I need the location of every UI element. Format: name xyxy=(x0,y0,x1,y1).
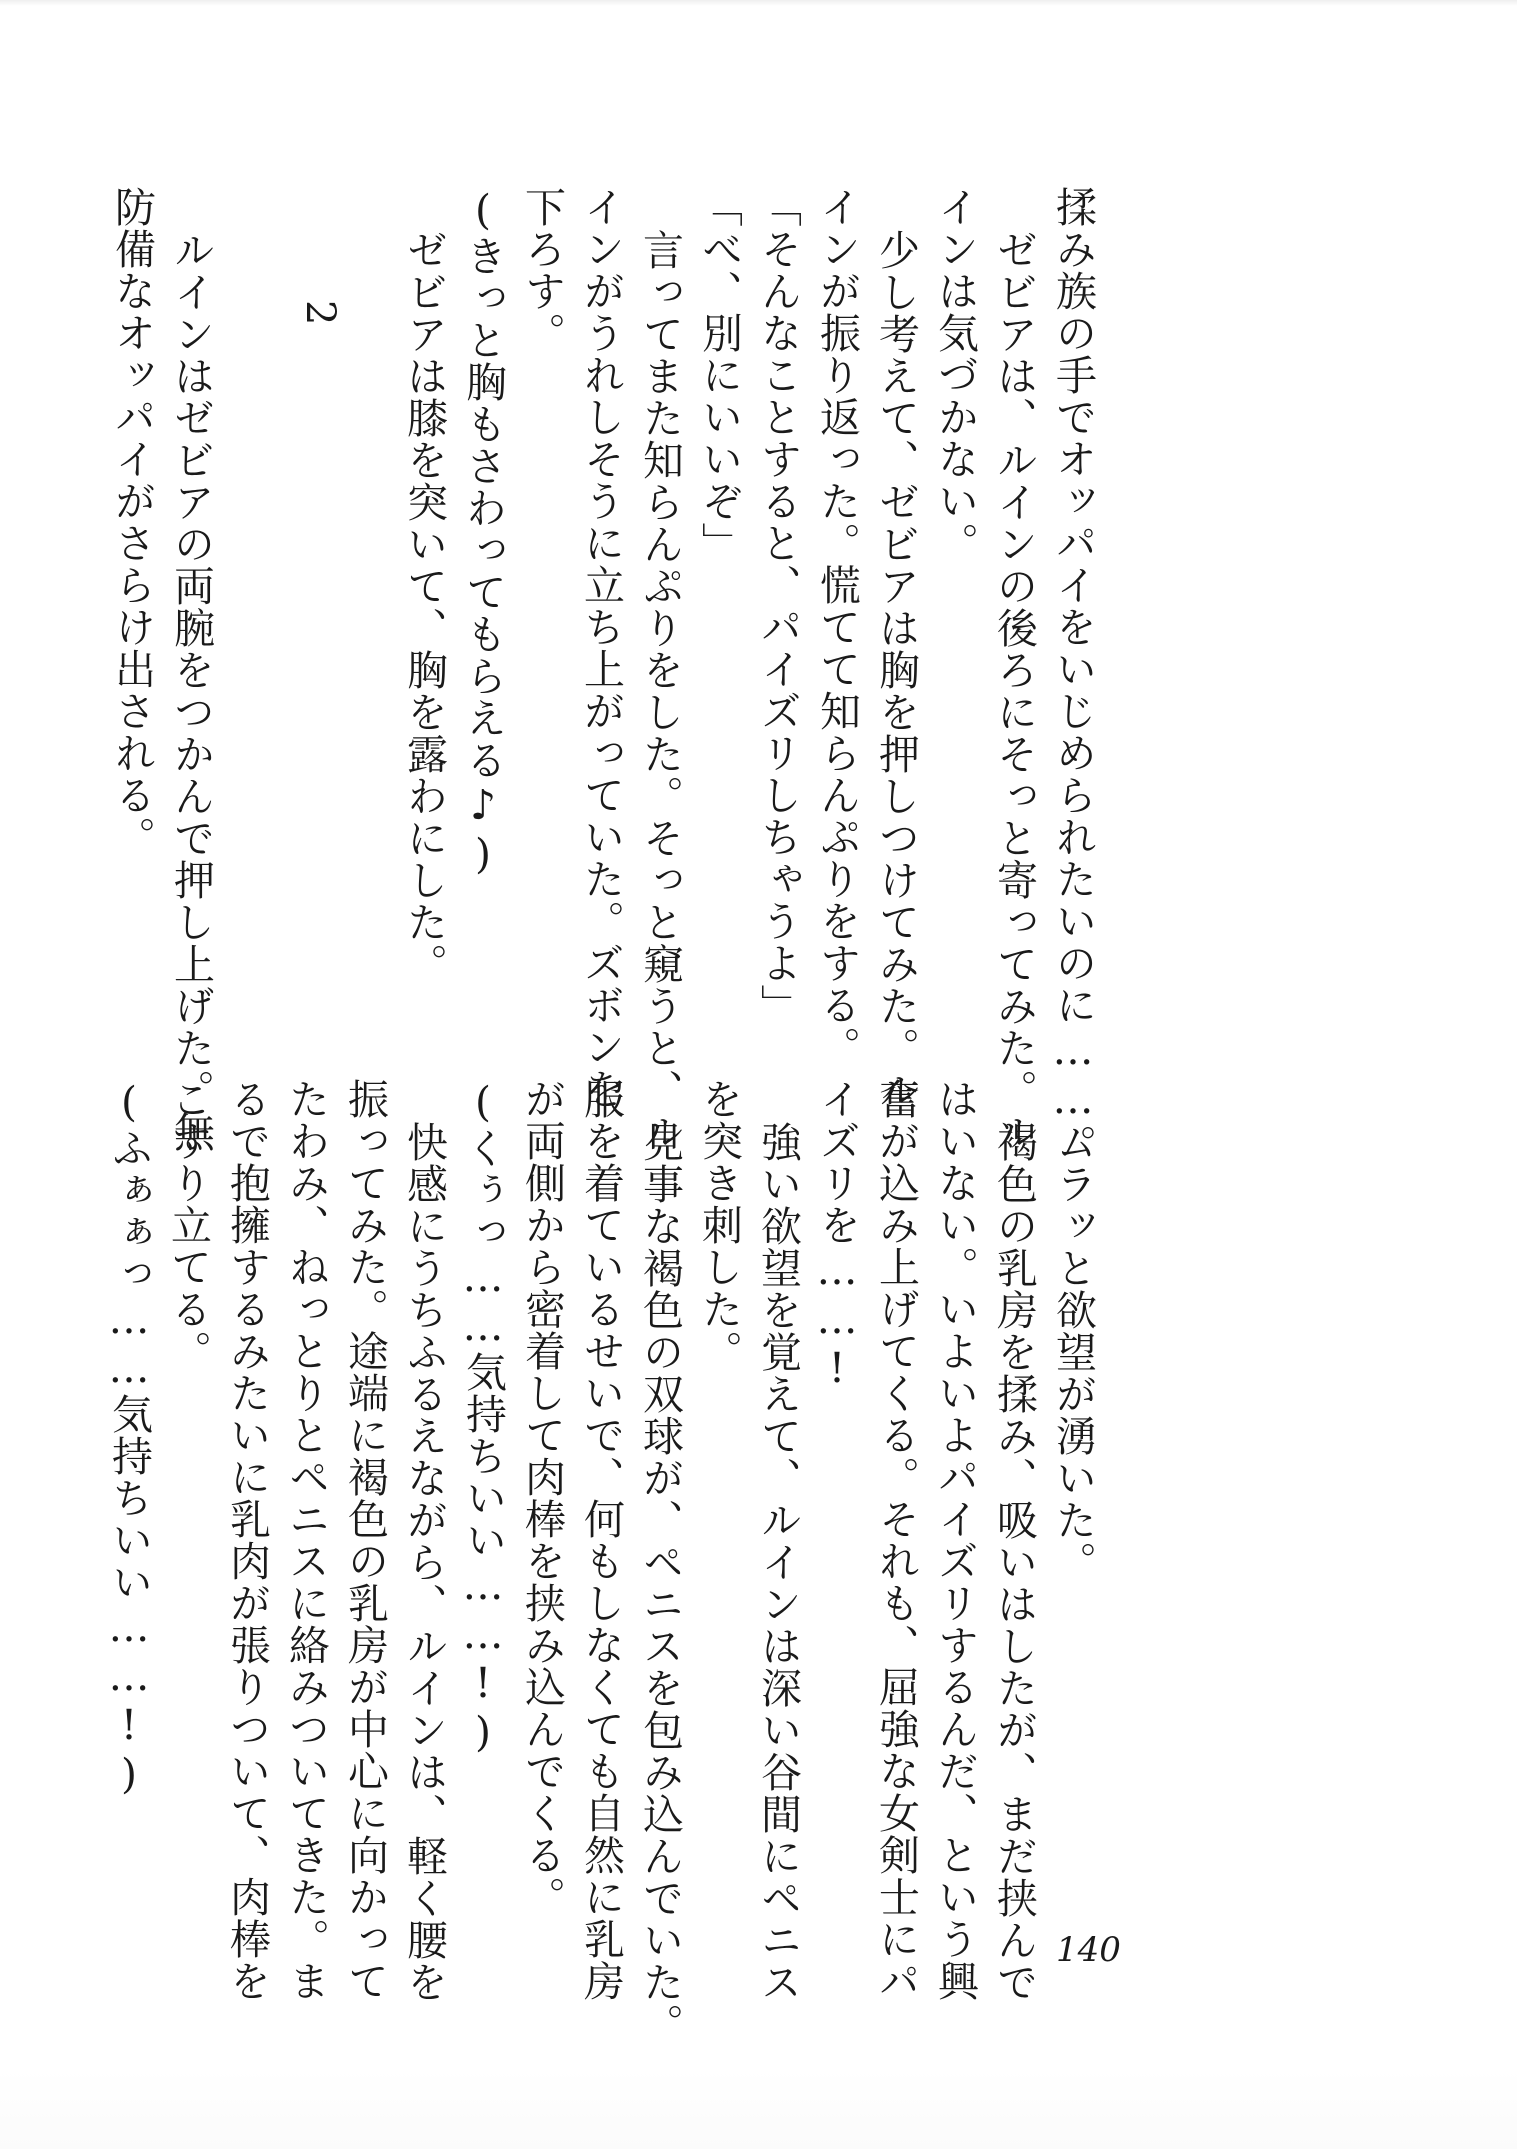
lower-line-10: が両側から密着して肉棒を挟み込んでくる。 xyxy=(518,1078,566,1918)
lower-line-13: 振ってみた。途端に褐色の乳房が中心に向かって xyxy=(341,1078,389,2002)
upper-line-13: ルインはゼビアの両腕をつかんで押し上げた。無 xyxy=(167,229,215,1153)
upper-line-8: 言ってまた知らんぷりをした。そっと窺うと、ル xyxy=(636,229,684,1153)
lower-line-11: (くぅっ……気持ちいい……!) xyxy=(459,1078,507,1757)
lower-line-5: イズリを……! xyxy=(813,1078,861,1393)
page-number: 140 xyxy=(1056,1930,1121,1970)
lower-line-17: (ふぁぁっ……気持ちいい……!) xyxy=(105,1078,153,1799)
lower-line-15: るで抱擁するみたいに乳肉が張りついて、肉棒を xyxy=(223,1078,271,2002)
upper-line-11: (きっと胸もさわってもらえる♪) xyxy=(459,186,507,879)
lower-line-8: 見事な褐色の双球が、ペニスを包み込んでいた。 xyxy=(636,1121,684,2045)
upper-line-2: ゼビアは、ルインの後ろにそっと寄ってみた。ル xyxy=(990,229,1038,1153)
upper-line-6: 「そんなことすると、パイズリしちゃうよ」 xyxy=(754,186,802,1026)
scan-edge-top xyxy=(0,0,1517,6)
lower-line-12: 快感にうちふるえながら、ルインは、軽く腰を xyxy=(400,1121,448,2003)
upper-line-10: 下ろす。 xyxy=(518,186,566,354)
lower-line-7: を突き刺した。 xyxy=(695,1078,743,1372)
upper-line-14: 防備なオッパイがさらけ出される。 xyxy=(108,186,156,858)
lower-line-3: はいない。いよいよパイズリするんだ、という興 xyxy=(931,1078,979,2002)
upper-line-9: インがうれしそうに立ち上がっていた。ズボンを xyxy=(577,186,625,1110)
upper-line-7: 「べ、別にいいぞ」 xyxy=(695,186,743,564)
upper-line-12: ゼビアは膝を突いて、胸を露わにした。 xyxy=(400,229,448,985)
lower-line-1: ムラッと欲望が湧いた。 xyxy=(1049,1121,1097,1583)
lower-line-2: 褐色の乳房を揉み、吸いはしたが、まだ挟んで xyxy=(990,1121,1038,2003)
lower-line-9: 服を着ているせいで、何もしなくても自然に乳房 xyxy=(577,1078,625,2002)
lower-line-4: 奮が込み上げてくる。それも、屈強な女剣士にパ xyxy=(872,1078,920,2002)
upper-line-1: 揉み族の手でオッパイをいじめられたいのに……。 xyxy=(1049,186,1097,1166)
lower-line-14: たわみ、ねっとりとペニスに絡みついてきた。ま xyxy=(282,1078,330,2002)
upper-line-4: 少し考えて、ゼビアは胸を押しつけてみた。ル xyxy=(872,229,920,1111)
lower-line-16: こすり立てる。 xyxy=(164,1078,212,1372)
upper-line-3: インは気づかない。 xyxy=(931,186,979,564)
section-number: 2 xyxy=(297,300,343,326)
scan-edge-bottom xyxy=(0,2069,1517,2149)
lower-line-6: 強い欲望を覚えて、ルインは深い谷間にペニス xyxy=(754,1121,802,2003)
upper-line-5: インが振り返った。慌てて知らんぷりをする。 xyxy=(813,186,861,1068)
